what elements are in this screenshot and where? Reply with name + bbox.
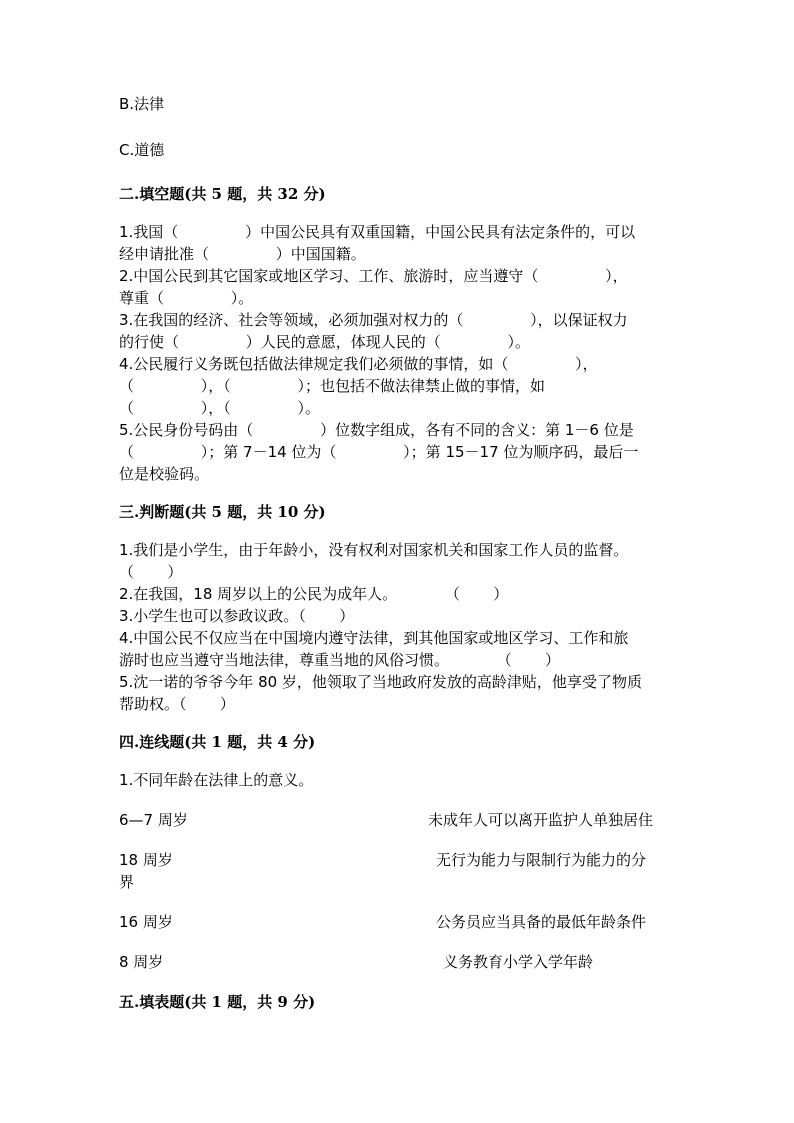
matching-row [119, 951, 679, 973]
section-fill-blank-title: 二.填空题(共 5 题，共 32 分) [119, 185, 326, 203]
true-false-line: 帮助权。（ ） [119, 695, 235, 713]
fill-blank-line: （ ）；第 7－14 位为（ ）；第 15－17 位为顺序码，最后一 [119, 443, 639, 461]
fill-blank-line: （ ），（ ）。 [119, 399, 321, 417]
matching-row [119, 809, 679, 831]
option-c: C.道德 [119, 141, 165, 159]
matching-meaning: 未成年人可以离开监护人单独居住 [428, 811, 654, 829]
fill-blank-line: （ ），（ ）；也包括不做法律禁止做的事情，如 [119, 377, 546, 395]
true-false-questions [119, 539, 679, 715]
matching-row [119, 911, 679, 933]
section-matching-title: 四.连线题(共 1 题，共 4 分) [119, 733, 316, 751]
true-false-line: 1.我们是小学生，由于年龄小，没有权利对国家机关和国家工作人员的监督。 [119, 541, 629, 559]
fill-blank-line: 经申请批准（ ）中国国籍。 [119, 245, 366, 263]
fill-blank-line: 位是校验码。 [119, 465, 210, 483]
true-false-line: 2.在我国，18 周岁以上的公民为成年人。 （ ） [119, 585, 509, 603]
matching-age: 16 周岁 [119, 913, 173, 931]
true-false-line: 3.小学生也可以参政议政。（ ） [119, 607, 355, 625]
true-false-line: 游时也应当遵守当地法律，尊重当地的风俗习惯。 （ ） [119, 651, 561, 669]
matching-age: 6—7 周岁 [119, 811, 188, 829]
matching-meaning: 义务教育小学入学年龄 [443, 953, 594, 971]
fill-blank-questions [119, 221, 679, 485]
fill-blank-line: 4.公民履行义务既包括做法律规定我们必须做的事情，如（ ）， [119, 355, 598, 373]
fill-blank-line: 的行使（ ）人民的意愿，体现人民的（ ）。 [119, 333, 531, 351]
fill-blank-line: 3.在我国的经济、社会等领域，必须加强对权力的（ ），以保证权力 [119, 311, 628, 329]
fill-blank-line: 尊重（ ）。 [119, 289, 254, 307]
section-table-title: 五.填表题(共 1 题，共 9 分) [119, 993, 316, 1011]
section-true-false-title: 三.判断题(共 5 题，共 10 分) [119, 503, 326, 521]
fill-blank-line: 5.公民身份号码由（ ）位数字组成，各有不同的含义：第 1－6 位是 [119, 421, 634, 439]
matching-meaning-wrap: 界 [119, 873, 135, 891]
matching-meaning: 无行为能力与限制行为能力的分 [436, 851, 647, 869]
true-false-line: （ ） [119, 563, 183, 581]
matching-question: 1.不同年龄在法律上的意义。 [119, 771, 314, 789]
matching-age: 8 周岁 [119, 953, 164, 971]
option-b: B.法律 [119, 95, 165, 113]
matching-row [119, 849, 679, 893]
true-false-line: 5.沈一诺的爷爷今年 80 岁，他领取了当地政府发放的高龄津贴，他享受了物质 [119, 673, 642, 691]
matching-meaning: 公务员应当具备的最低年龄条件 [436, 913, 647, 931]
fill-blank-line: 2.中国公民到其它国家或地区学习、工作、旅游时，应当遵守（ ）， [119, 267, 628, 285]
matching-age: 18 周岁 [119, 851, 173, 869]
fill-blank-line: 1.我国（ ）中国公民具有双重国籍，中国公民具有法定条件的，可以 [119, 223, 636, 241]
true-false-line: 4.中国公民不仅应当在中国境内遵守法律，到其他国家或地区学习、工作和旅 [119, 629, 629, 647]
document-page [119, 93, 679, 1029]
